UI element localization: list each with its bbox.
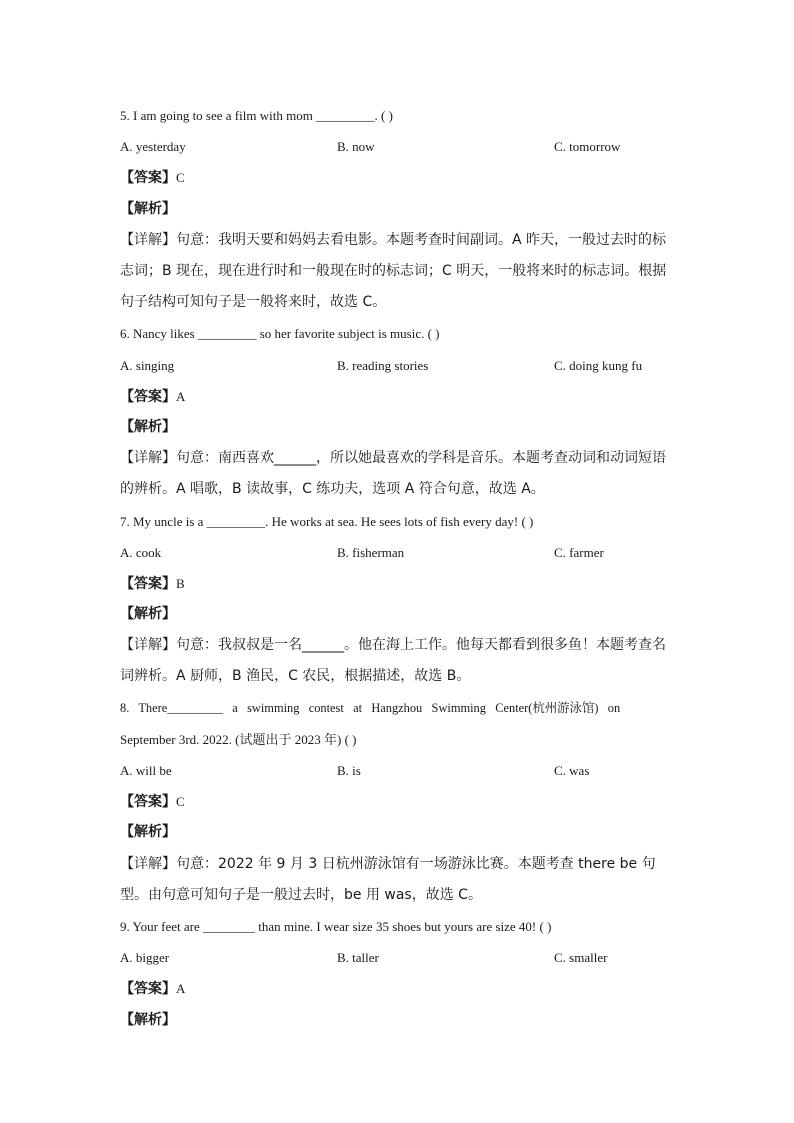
question-stem-line1: 8. There_________ a swimming contest at Hangzhou Swimming Center(杭州游泳馆) on bbox=[120, 700, 621, 715]
options-row bbox=[120, 350, 674, 381]
answer-line: 【答案】A bbox=[120, 388, 186, 405]
options-row bbox=[120, 131, 674, 162]
answer-line: 【答案】B bbox=[120, 575, 185, 592]
option-c: C. smaller bbox=[554, 950, 608, 966]
analysis-label: 【解析】 bbox=[120, 200, 176, 217]
options-row bbox=[120, 537, 674, 568]
option-b: B. is bbox=[337, 763, 361, 779]
explanation: 【详解】句意：2022 年 9 月 3 日杭州游泳馆有一场游泳比赛。本题考查 there be 句型。由句意可知句子是一般过去时，be 用 was，故选 C。 bbox=[120, 855, 656, 903]
option-c: C. doing kung fu bbox=[554, 357, 643, 373]
option-b: B. fisherman bbox=[337, 544, 405, 560]
explanation: 【详解】句意：南西喜欢______，所以她最喜欢的学科是音乐。本题考查动词和动词短语的辨析。A 唱歌，B 读故事，C 练功夫，选项 A 符合句意，故选 A。 bbox=[120, 450, 666, 498]
answer-value: B bbox=[176, 575, 185, 591]
answer-line: 【答案】C bbox=[120, 794, 185, 811]
explanation: 【详解】句意：我明天要和妈妈去看电影。本题考查时间副词。A 昨天，一般过去时的标志词；B 现在，现在进行时和一般现在时的标志词；C 明天，一般将来时的标志词。根据句子结构可知句子是一般将来时，故选 C。 bbox=[120, 231, 667, 311]
option-c: C. was bbox=[554, 763, 590, 779]
option-c: C. tomorrow bbox=[554, 139, 621, 155]
option-b: B. reading stories bbox=[337, 357, 429, 373]
question-stem: 6. Nancy likes _________ so her favorite subject is music. ( ) bbox=[120, 326, 440, 342]
answer-value: C bbox=[176, 794, 185, 810]
option-b: B. taller bbox=[337, 950, 379, 966]
analysis-label: 【解析】 bbox=[120, 606, 176, 623]
option-a: A. singing bbox=[120, 357, 175, 373]
answer-line: 【答案】C bbox=[120, 170, 185, 187]
question-stem-line2: September 3rd. 2022. (试题出于 2023 年) ( ) bbox=[120, 731, 357, 747]
question-stem: 9. Your feet are ________ than mine. I wear size 35 shoes but yours are size 40! ( ) bbox=[120, 919, 552, 935]
option-a: A. will be bbox=[120, 763, 172, 779]
analysis-label: 【解析】 bbox=[120, 824, 176, 841]
answer-value: C bbox=[176, 170, 185, 186]
explanation: 【详解】句意：我叔叔是一名______。他在海上工作。他每天都看到很多鱼！本题考查名词辨析。A 厨师，B 渔民，C 农民，根据描述，故选 B。 bbox=[120, 637, 666, 685]
analysis-label: 【解析】 bbox=[120, 418, 176, 435]
option-a: A. cook bbox=[120, 544, 162, 560]
answer-value: A bbox=[176, 388, 186, 404]
answer-value: A bbox=[176, 981, 186, 997]
option-b: B. now bbox=[337, 139, 375, 155]
options-row bbox=[120, 755, 674, 786]
analysis-label: 【解析】 bbox=[120, 1011, 176, 1028]
question-list bbox=[120, 100, 674, 1036]
option-a: A. yesterday bbox=[120, 139, 186, 155]
option-c: C. farmer bbox=[554, 544, 604, 560]
question-stem: 7. My uncle is a _________. He works at sea. He sees lots of fish every day! ( ) bbox=[120, 513, 534, 529]
answer-line: 【答案】A bbox=[120, 981, 186, 998]
question-stem: 5. I am going to see a film with mom _________. ( ) bbox=[120, 108, 393, 123]
options-row bbox=[120, 942, 674, 973]
option-a: A. bigger bbox=[120, 950, 170, 966]
